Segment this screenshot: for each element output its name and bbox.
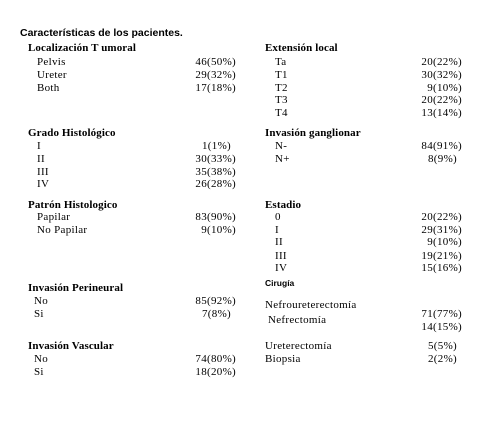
estadio-row-value: 15(16%) bbox=[421, 262, 462, 274]
estadio-row-label: I bbox=[275, 224, 279, 236]
extension-row-value: 13(14%) bbox=[421, 107, 462, 119]
grado-row-label: I bbox=[37, 140, 41, 152]
perineural-row-value: 85(92%) bbox=[195, 295, 236, 307]
table-title: Características de los pacientes. bbox=[20, 27, 183, 39]
patron-row-value: 9(10%) bbox=[201, 224, 236, 236]
cirugia-row-value: 71(77%) bbox=[421, 308, 462, 320]
vascular-row-value: 18(20%) bbox=[195, 366, 236, 378]
patron-row-label: No Papilar bbox=[37, 224, 88, 236]
vascular-row-value: 74(80%) bbox=[195, 353, 236, 365]
grado-row-label: II bbox=[37, 153, 45, 165]
perineural-row-value: 7(8%) bbox=[202, 308, 231, 320]
patron-row-label: Papilar bbox=[37, 211, 71, 223]
grado-row-value: 30(33%) bbox=[195, 153, 236, 165]
cirugia-row-label: Nefroureterectomía bbox=[265, 299, 357, 311]
cirugia-row-value: 2(2%) bbox=[428, 353, 457, 365]
cirugia-row-value: 14(15%) bbox=[421, 321, 462, 333]
ganglionar-row-value: 84(91%) bbox=[421, 140, 462, 152]
extension-row-label: T1 bbox=[275, 69, 288, 81]
estadio-row-label: IV bbox=[275, 262, 288, 274]
patron-row-value: 83(90%) bbox=[195, 211, 236, 223]
extension-row-value: 20(22%) bbox=[421, 56, 462, 68]
grado-row-value: 35(38%) bbox=[195, 166, 236, 178]
grado-row-label: III bbox=[37, 166, 49, 178]
vascular-row-label: Si bbox=[34, 366, 44, 378]
section-header-grado: Grado Histológico bbox=[28, 127, 116, 139]
extension-row-label: Ta bbox=[275, 56, 287, 68]
section-header-cirugia: Cirugía bbox=[265, 278, 295, 288]
cirugia-row-value: 5(5%) bbox=[428, 340, 457, 352]
estadio-row-label: III bbox=[275, 250, 287, 262]
cirugia-row-label: Ureterectomía bbox=[265, 340, 332, 352]
extension-row-label: T2 bbox=[275, 82, 288, 94]
grado-row-label: IV bbox=[37, 178, 50, 190]
ganglionar-row-label: N- bbox=[275, 140, 288, 152]
ganglionar-row-value: 8(9%) bbox=[428, 153, 457, 165]
estadio-row-value: 9(10%) bbox=[427, 236, 462, 248]
perineural-row-label: Si bbox=[34, 308, 44, 320]
localizacion-row-value: 46(50%) bbox=[195, 56, 236, 68]
section-header-vascular: Invasión Vascular bbox=[28, 340, 114, 352]
section-header-estadio: Estadio bbox=[265, 199, 302, 211]
grado-row-value: 1(1%) bbox=[202, 140, 231, 152]
extension-row-label: T4 bbox=[275, 107, 288, 119]
section-header-extension: Extensión local bbox=[265, 42, 338, 54]
section-header-perineural: Invasión Perineural bbox=[28, 282, 124, 294]
estadio-row-value: 20(22%) bbox=[421, 211, 462, 223]
perineural-row-label: No bbox=[34, 295, 49, 307]
section-header-patron: Patrón Histologico bbox=[28, 199, 118, 211]
section-header-ganglionar: Invasión ganglionar bbox=[265, 127, 361, 139]
extension-row-value: 9(10%) bbox=[427, 82, 462, 94]
estadio-row-label: 0 bbox=[275, 211, 281, 223]
section-header-localizacion: Localización T umoral bbox=[28, 42, 137, 54]
estadio-row-value: 29(31%) bbox=[421, 224, 462, 236]
localizacion-row-value: 29(32%) bbox=[195, 69, 236, 81]
estadio-row-label: II bbox=[275, 236, 283, 248]
grado-row-value: 26(28%) bbox=[195, 178, 236, 190]
extension-row-value: 20(22%) bbox=[421, 94, 462, 106]
localizacion-row-label: Ureter bbox=[37, 69, 67, 81]
extension-row-label: T3 bbox=[275, 94, 288, 106]
ganglionar-row-label: N+ bbox=[275, 153, 290, 165]
localizacion-row-value: 17(18%) bbox=[195, 82, 236, 94]
vascular-row-label: No bbox=[34, 353, 49, 365]
cirugia-row-label: Nefrectomía bbox=[268, 314, 327, 326]
estadio-row-value: 19(21%) bbox=[421, 250, 462, 262]
localizacion-row-label: Pelvis bbox=[37, 56, 66, 68]
cirugia-row-label: Biopsia bbox=[265, 353, 301, 365]
extension-row-value: 30(32%) bbox=[421, 69, 462, 81]
localizacion-row-label: Both bbox=[37, 82, 60, 94]
